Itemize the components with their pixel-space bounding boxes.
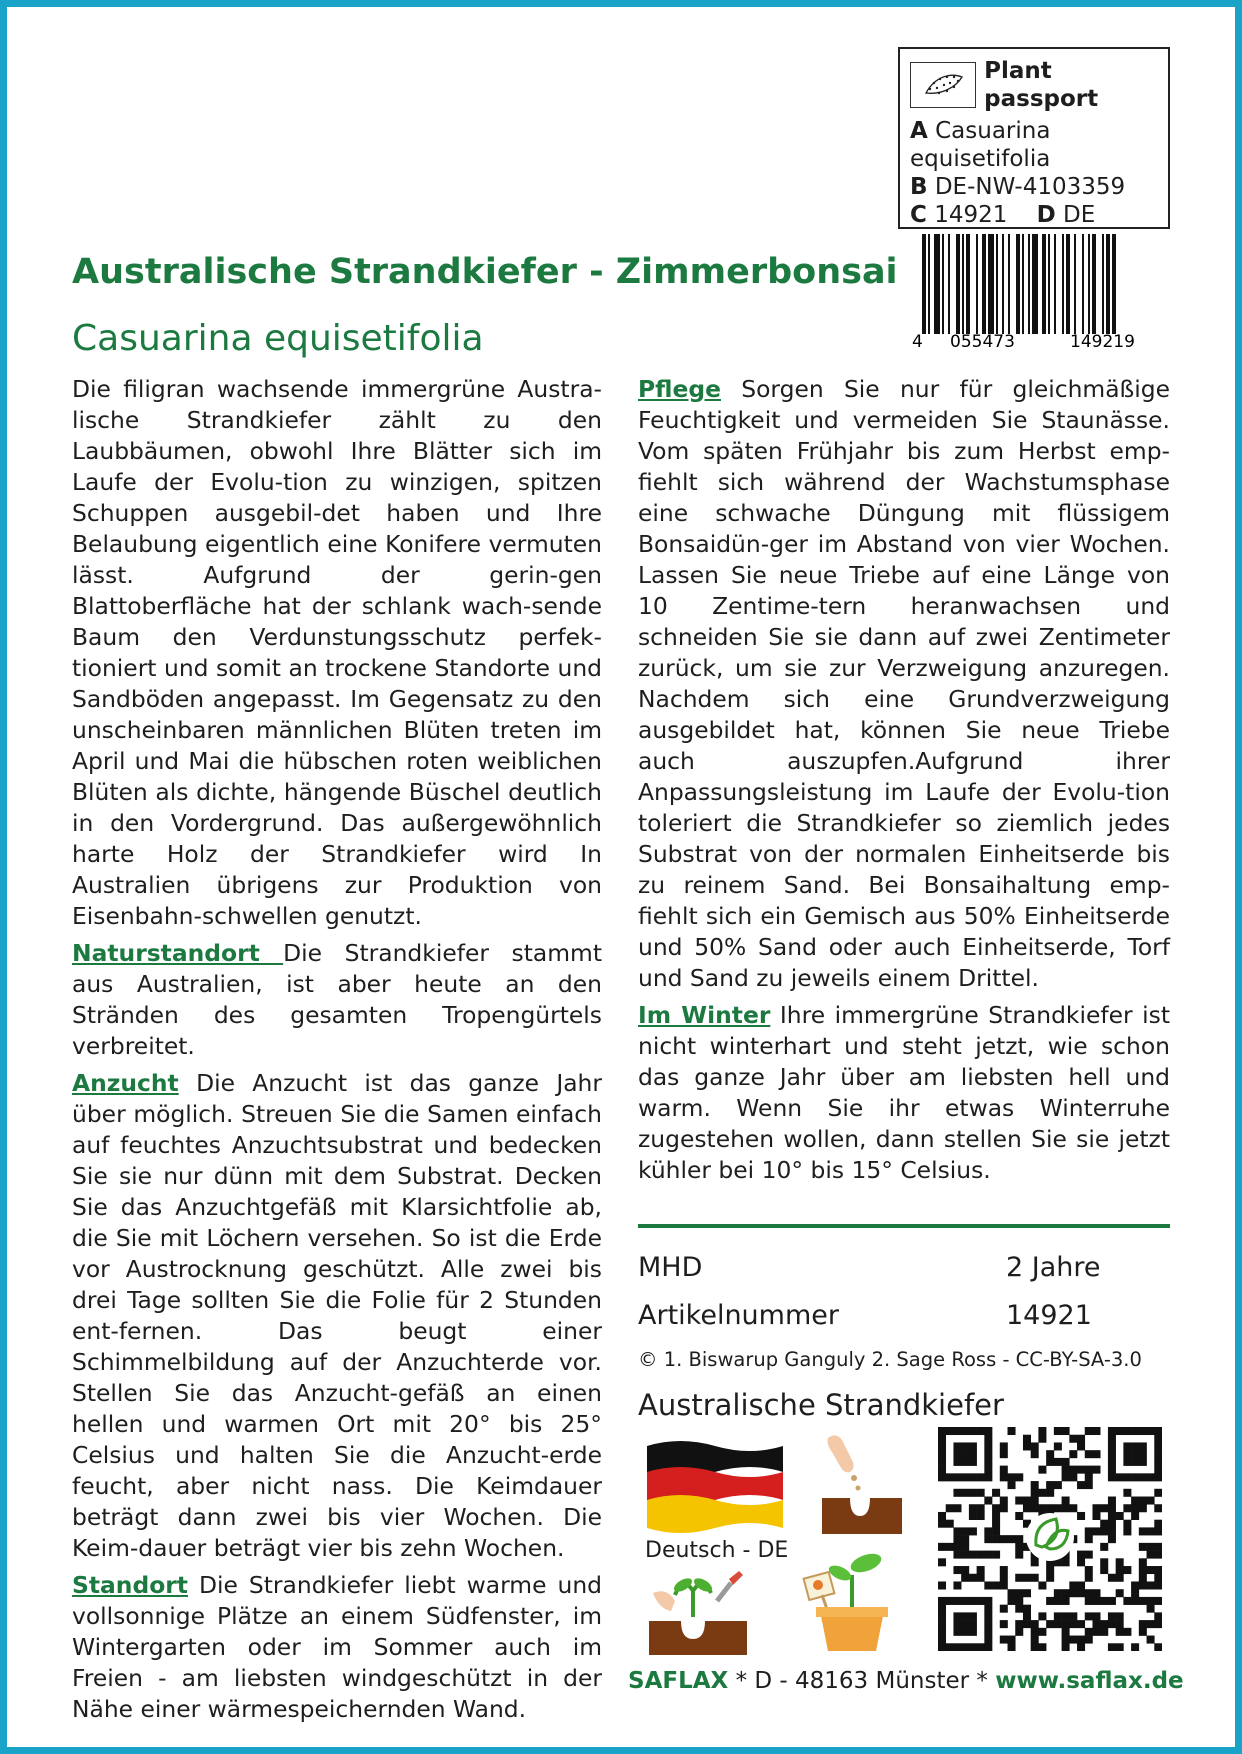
plant-passport [898,47,1170,229]
website-link[interactable]: www.saflax.de [995,1668,1184,1694]
pflege-heading: Pflege [638,375,721,403]
intro-paragraph: Die filigran wachsende immergrüne Austra-lische Strandkiefer zählt zu den Laubbäumen, obwohl Ihre Blätter sich im Laufe der Evolu-tion zu winzigen, spitzen Schuppen ausgebil-det haben und Ihre Belaubung eigentlich eine Konifere vermuten lässt. Aufgrund der gerin-gen Blattoberfläche hat der schlank wach-sende Baum den Verdunstungsschutz perfek-tioniert und somit an trockene Standorte und Sandböden angepasst. Im Gegensatz zu den unscheinbaren männlichen Blüten treten im April und Mai die hübschen roten weiblichen Blüten als dichte, hängende Büschel deutlich in den Vordergrund. Das außergewöhnlich harte Holz der Strandkiefer wird In Australien übrigens zur Produktion von Eisenbahn-schwellen genutzt. [72,375,602,930]
divider-line [638,1224,1170,1228]
standort-text: Die Strandkiefer liebt warme und vollsonnige Plätze an einem Südfenster, im Wintergarten oder im Sommer auch im Freien - am liebsten windgeschützt in der Nähe einer wärmespeichernden Wand. [72,1571,602,1723]
article-row [638,1300,1092,1331]
passport-title: Plant passport [984,58,1099,112]
winter-heading: Im Winter [638,1001,771,1029]
pflege-text: Sorgen Sie nur für gleichmäßige Feuchtigkeit und vermeiden Sie Staunässe. Vom späten Frühjahr bis zum Herbst emp-fiehlt sich während der Wachstumsphase eine schwache Düngung mit flüssigem Bonsaidün-ger im Abstand von vier Wochen. Lassen Sie neue Triebe auf eine Länge von 10 Zentime-tern heranwachsen und schneiden Sie sie dann auf zwei Zentimeter zurück, um sie zur Verzweigung anzuregen. Nachdem sich eine Grundverzweigung ausgebildet hat, können Sie neue Triebe auch auszupfen.Aufgrund ihrer Anpassungsleistung im Laufe der Evolu-tion toleriert die Strandkiefer so ziemlich jedes Substrat von der normalen Einheitserde bis zu reinem Sand. Bei Bonsaihaltung emp-fiehlt sich ein Gemisch aus 50% Einheitserde und 50% Sand oder auch Einheitserde, Torf und Sand zu jeweils einem Drittel. [638,375,1170,992]
german-flag-icon [645,1436,785,1536]
passport-value-c: 14921 [934,202,1008,228]
mhd-label: MHD [638,1252,703,1283]
passport-key-d: D [1036,202,1056,228]
pflege-paragraph [638,374,1170,994]
potted-seedling-icon [800,1545,895,1655]
anzucht-text: Die Anzucht ist das ganze Jahr über möglich. Streuen Sie die Samen einfach auf feuchtes Anzuchtsubstrat und bedecken Sie sie nur dünn mit dem Substrat. Decken Sie das Anzuchtgefäß mit Klarsichtfolie ab, die Sie mit Löchern versehen. So ist die Erde vor Austrocknung geschützt. Alle zwei bis drei Tage sollten Sie die Folie für 2 Stunden ent-fernen. Das beugt einer Schimmelbildung auf der Anzuchterde vor. Stellen Sie das Anzucht-gefäß an einen hellen und warmen Ort mit 20° bis 25° Celsius und halten Sie die Anzucht-erde feucht, aber nicht nass. Die Keimdauer beträgt dann zwei bis vier Wochen. Die Keim-dauer beträgt vier bis zehn Wochen. [72,1069,602,1562]
passport-key-a: A [910,118,928,144]
product-title: Australische Strandkiefer - Zimmerbonsai [72,252,898,292]
mhd-row [638,1252,1101,1283]
qr-code [938,1427,1162,1651]
standort-heading: Standort [72,1571,188,1599]
mhd-value: 2 Jahre [1006,1252,1101,1283]
brand-name: SAFLAX [628,1668,729,1694]
passport-value-b: DE-NW-4103359 [934,174,1126,200]
eu-organic-leaf-icon [910,62,976,108]
anzucht-heading: Anzucht [72,1069,179,1097]
winter-paragraph [638,1000,1170,1186]
passport-line-cd [910,201,1158,229]
passport-value-d: DE [1063,202,1096,228]
winter-text: Ihre immergrüne Strandkiefer ist nicht winterhart und steht jetzt, wie schon das ganze Jahr über am liebsten hell und warm. Wenn Sie ihr etwas Winterruhe zugestehen wollen, dann stellen Sie sie jetzt kühler bei 10° bis 15° Celsius. [638,1001,1170,1184]
passport-key-b: B [910,174,928,200]
passport-line-b [910,173,1158,201]
barcode-digits-3: 149219 [1070,332,1135,352]
anzucht-paragraph [72,1068,602,1564]
naturstandort-paragraph [72,938,602,1062]
barcode [900,234,1172,374]
plant-name-label: Australische Strandkiefer [638,1388,1004,1422]
right-text-column [638,374,1170,1192]
barcode-digit-1: 4 [912,332,923,352]
copyright-line: © 1. Biswarup Ganguly 2. Sage Ross - CC-BY-SA-3.0 [638,1348,1142,1371]
barcode-digits-2: 055473 [950,332,1015,352]
naturstandort-text: Die Strandkiefer stammt aus Australien, ist aber heute an den Stränden des gesamten Tropengürtels verbreitet. [72,939,602,1060]
botanical-name: Casuarina equisetifolia [72,318,484,359]
article-label: Artikelnummer [638,1300,839,1331]
passport-value-a: Casuarina equisetifolia [910,118,1051,172]
left-text-column [72,374,602,1731]
sowing-icon [818,1430,908,1540]
footer-address: * D - 48163 Münster * [728,1668,996,1694]
passport-key-c: C [910,202,927,228]
naturstandort-heading: Naturstandort [72,939,284,967]
article-value: 14921 [1006,1300,1092,1331]
standort-paragraph [72,1570,602,1725]
footer [628,1668,1184,1694]
planting-seedling-icon [645,1565,750,1660]
passport-line-a [910,117,1158,173]
language-label: Deutsch - DE [645,1538,789,1563]
